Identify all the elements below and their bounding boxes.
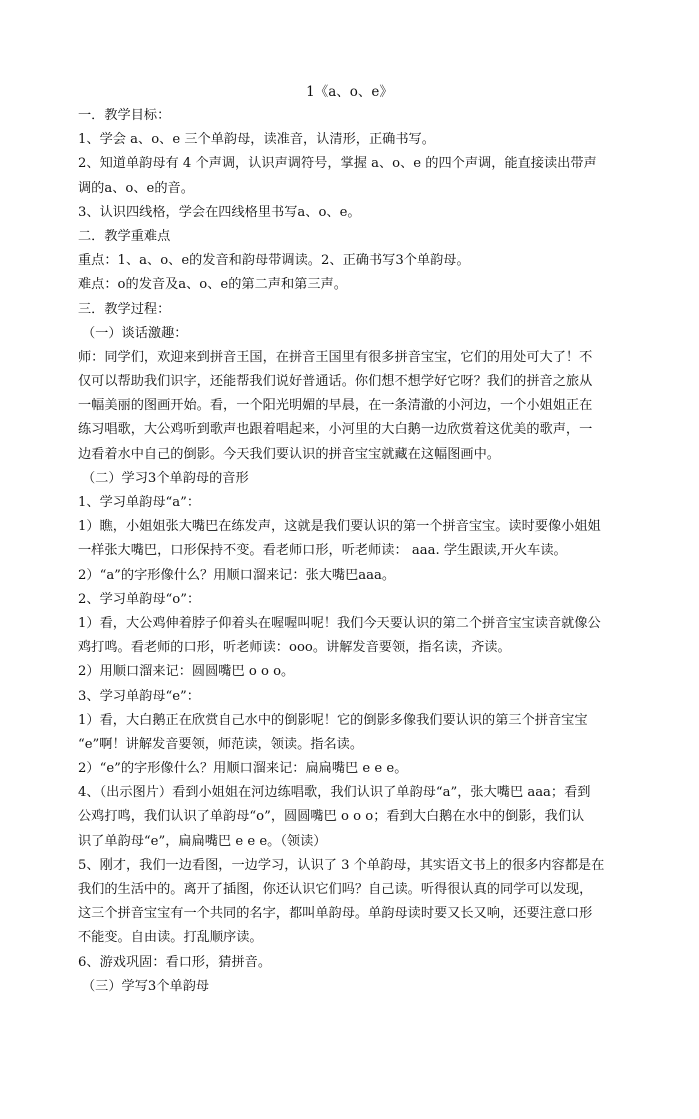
paragraph-line: 鸡打鸣。看老师的口形，听老师读：ooo。讲解发音要领，指名读，齐读。 (78, 640, 511, 656)
paragraph-line: 我们的生活中的。离开了插图，你还认识它们吗？自己读。听得很认真的同学可以发现， (78, 882, 593, 897)
step-o-heading: 2、学习单韵母“o”： (78, 591, 201, 607)
paragraph-line: 识了单韵母“e”，扁扁嘴巴 e e e。（领读） (78, 833, 327, 849)
paragraph-line: 5、刚才，我们一边看图，一边学习，认识了 3 个单韵母，其实语文书上的很多内容都是在 (78, 857, 605, 873)
paragraph-line: 4、（出示图片）看到小姐姐在河边练唱歌，我们认识了单韵母“a”，张大嘴巴 aaa；看到 (78, 785, 591, 801)
document-title: 1《a、o、e》 (306, 84, 393, 100)
heading-objectives: 一．教学目标： (78, 108, 171, 123)
objective-1: 1、学会 a、o、e 三个单韵母，读准音，认清形，正确书写。 (78, 132, 435, 148)
section-intro-heading: （一）谈话激趣： (82, 325, 188, 341)
step-e-heading: 3、学习单韵母“e”： (78, 688, 200, 704)
heading-process: 三．教学过程： (78, 301, 171, 317)
paragraph-line: 师：同学们，欢迎来到拼音王国，在拼音王国里有很多拼音宝宝，它们的用处可大了！不 (78, 349, 593, 365)
paragraph-line: 一幅美丽的图画开始。看，一个阳光明媚的早晨，在一条清澈的小河边，一个小姐姐正在 (78, 398, 593, 414)
paragraph-line: 仅可以帮助我们识字，还能帮我们说好普通话。你们想不想学好它呀？我们的拼音之旅从 (78, 374, 593, 390)
objective-3: 3、认识四线格，学会在四线格里书写a、o、e。 (78, 204, 361, 220)
paragraph-line: 2）“e”的字形像什么？用顺口溜来记：扁扁嘴巴 e e e。 (78, 761, 408, 777)
section-write-heading: （三）学写3个单韵母 (82, 978, 210, 994)
paragraph-line: 不能变。自由读。打乱顺序读。 (78, 930, 263, 946)
section-learn-heading: （二）学习3个单韵母的音形 (82, 470, 249, 486)
paragraph-line: 这三个拼音宝宝有一个共同的名字，都叫单韵母。单韵母读时要又长又响，还要注意口形 (78, 906, 593, 922)
paragraph-line: 2）用顺口溜来记：圆圆嘴巴 o o o。 (78, 664, 295, 680)
paragraph-line: 练习唱歌，大公鸡听到歌声也跟着唱起来，小河里的大白鹅一边欣赏着这优美的歌声，一 (78, 422, 593, 438)
paragraph-line: 2）“a”的字形像什么？用顺口溜来记：张大嘴巴aaa。 (78, 567, 396, 583)
paragraph-line: 1）瞧，小姐姐张大嘴巴在练发声，这就是我们要认识的第一个拼音宝宝。读时要像小姐姐 (78, 519, 601, 535)
paragraph-line: 1）看，大公鸡伸着脖子仰着头在喔喔叫呢！我们今天要认识的第二个拼音宝宝读音就像公 (78, 615, 601, 631)
document-body (78, 104, 626, 999)
objective-2: 2、知道单韵母有 4 个声调，认识声调符号，掌握 a、o、e 的四个声调，能直接读出带声 (78, 156, 597, 172)
objective-2-cont: 调的a、o、e的音。 (78, 180, 194, 196)
heading-key-points: 二．教学重难点 (78, 228, 171, 244)
difficult-point: 难点：o的发音及a、o、e的第二声和第三声。 (78, 277, 347, 293)
paragraph-line: 边看着水中自己的倒影。今天我们要认识的拼音宝宝就藏在这幅图画中。 (78, 446, 500, 462)
paragraph-line: 公鸡打鸣，我们认识了单韵母“o”，圆圆嘴巴 o o o；看到大白鹅在水中的倒影，我们认 (78, 809, 585, 825)
paragraph-line: 1）看，大白鹅正在欣赏自己水中的倒影呢！它的倒影多像我们要认识的第三个拼音宝宝 (78, 712, 588, 728)
paragraph-line: “e”啊！讲解发音要领，师范读，领读。指名读。 (78, 736, 364, 752)
paragraph-line: 一样张大嘴巴，口形保持不变。看老师口形，听老师读： aaa. 学生跟读,开火车读。 (78, 543, 567, 559)
key-point: 重点：1、a、o、e的发音和韵母带调读。2、正确书写3个单韵母。 (78, 253, 470, 269)
step-a-heading: 1、学习单韵母“a”： (78, 495, 201, 510)
game-step: 6、游戏巩固：看口形，猜拼音。 (78, 954, 272, 970)
